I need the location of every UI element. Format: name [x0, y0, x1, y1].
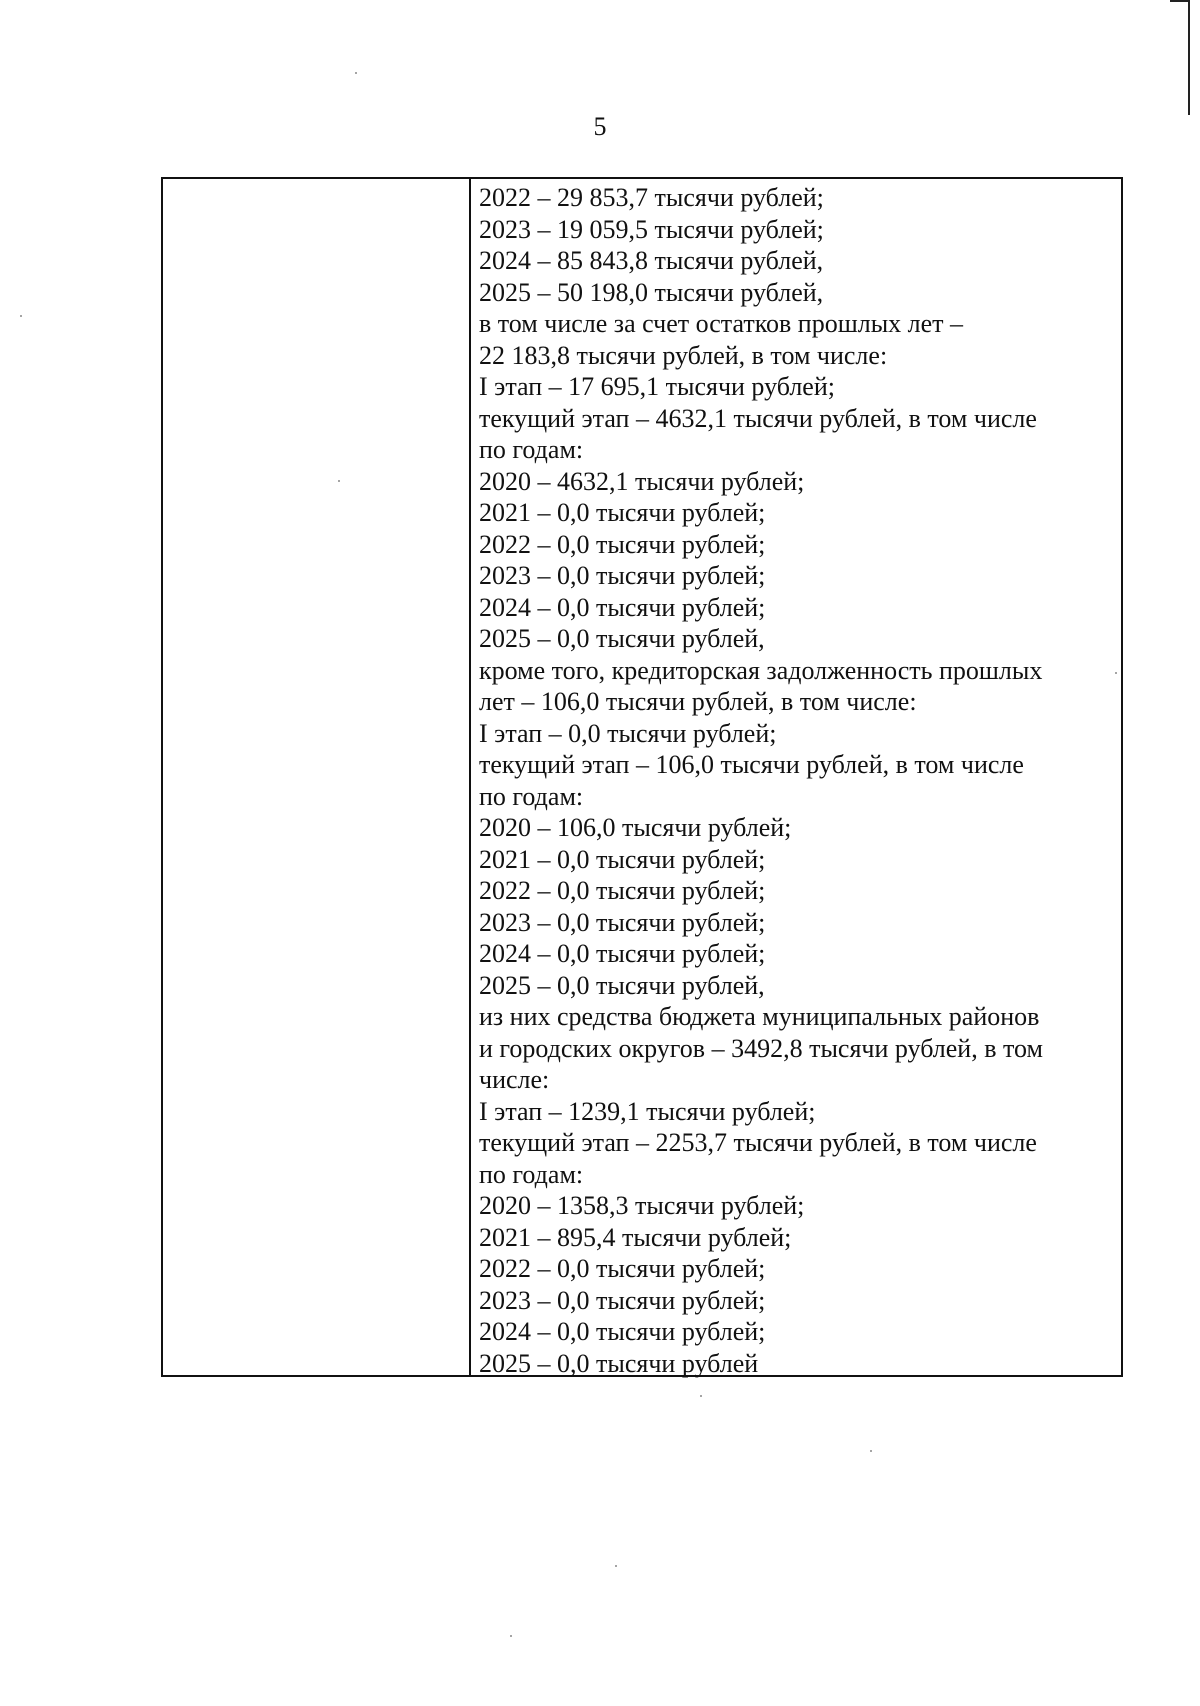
table-text-line: 2025 – 0,0 тысячи рублей, — [479, 970, 765, 1000]
table-text-line: 2025 – 0,0 тысячи рублей — [479, 1348, 759, 1378]
scan-speck — [338, 480, 340, 482]
scan-speck — [355, 72, 357, 74]
table-text-line: из них средства бюджета муниципальных районов — [479, 1002, 1040, 1031]
table-text-line: 22 183,8 тысячи рублей, в том числе: — [479, 340, 888, 370]
table-text-line: 2025 – 0,0 тысячи рублей, — [479, 624, 765, 653]
table-text-line: 2023 – 0,0 тысячи рублей; — [479, 907, 766, 937]
table-text-line: по годам: — [479, 435, 584, 464]
table-text-line: в том числе за счет остатков прошлых лет – — [479, 309, 964, 338]
scan-speck — [20, 315, 22, 317]
scan-speck — [510, 1635, 512, 1637]
table-text-line: 2021 – 0,0 тысячи рублей; — [479, 498, 766, 527]
scan-speck — [1115, 672, 1117, 674]
table-text-line: 2025 – 50 198,0 тысячи рублей, — [479, 277, 824, 307]
document-table — [161, 177, 1123, 1377]
table-left-cell — [163, 179, 471, 1375]
scan-corner-mark — [1170, 0, 1190, 115]
table-text-line: 2020 – 4632,1 тысячи рублей; — [479, 466, 805, 496]
table-text-line: текущий этап – 106,0 тысячи рублей, в том числе — [479, 750, 1024, 779]
table-text-line: I этап – 0,0 тысячи рублей; — [479, 718, 777, 748]
table-text-line: 2024 – 0,0 тысячи рублей; — [479, 1317, 766, 1346]
table-text-line: кроме того, кредиторская задолженность прошлых — [479, 655, 1043, 685]
scan-speck — [615, 1565, 617, 1567]
table-text-line: 2022 – 0,0 тысячи рублей; — [479, 529, 766, 559]
table-text-line: текущий этап – 2253,7 тысячи рублей, в том числе — [479, 1128, 1037, 1157]
table-text-line: 2023 – 0,0 тысячи рублей; — [479, 1285, 766, 1315]
table-text-line: лет – 106,0 тысячи рублей, в том числе: — [479, 687, 917, 716]
table-text-line: 2024 – 0,0 тысячи рублей; — [479, 939, 766, 968]
table-text-line: 2020 – 106,0 тысячи рублей; — [479, 813, 792, 842]
table-text-line: и городских округов – 3492,8 тысячи рублей, в том — [479, 1033, 1043, 1063]
table-text-line: 2022 – 29 853,7 тысячи рублей; — [479, 183, 824, 212]
table-text-line: I этап – 17 695,1 тысячи рублей; — [479, 372, 835, 401]
scan-speck — [700, 1395, 702, 1397]
table-text-line: 2021 – 895,4 тысячи рублей; — [479, 1222, 792, 1252]
table-text-line: 2022 – 0,0 тысячи рублей; — [479, 876, 766, 905]
table-text-line: по годам: — [479, 1159, 584, 1189]
table-text-line: 2021 – 0,0 тысячи рублей; — [479, 844, 766, 874]
table-text-line: 2020 – 1358,3 тысячи рублей; — [479, 1191, 805, 1220]
table-text-line: 2023 – 0,0 тысячи рублей; — [479, 561, 766, 590]
page-number: 5 — [593, 112, 607, 141]
table-right-cell — [471, 179, 1121, 1378]
scan-speck — [870, 1450, 872, 1452]
table-text-line: 2023 – 19 059,5 тысячи рублей; — [479, 214, 824, 244]
table-text-line: 2024 – 0,0 тысячи рублей; — [479, 592, 766, 622]
table-text-line: текущий этап – 4632,1 тысячи рублей, в том числе — [479, 403, 1037, 433]
table-text-line: числе: — [479, 1065, 550, 1094]
table-text-line: I этап – 1239,1 тысячи рублей; — [479, 1096, 816, 1126]
table-text-line: 2022 – 0,0 тысячи рублей; — [479, 1254, 766, 1283]
table-text-line: по годам: — [479, 781, 584, 811]
table-text-line: 2024 – 85 843,8 тысячи рублей, — [479, 246, 824, 275]
